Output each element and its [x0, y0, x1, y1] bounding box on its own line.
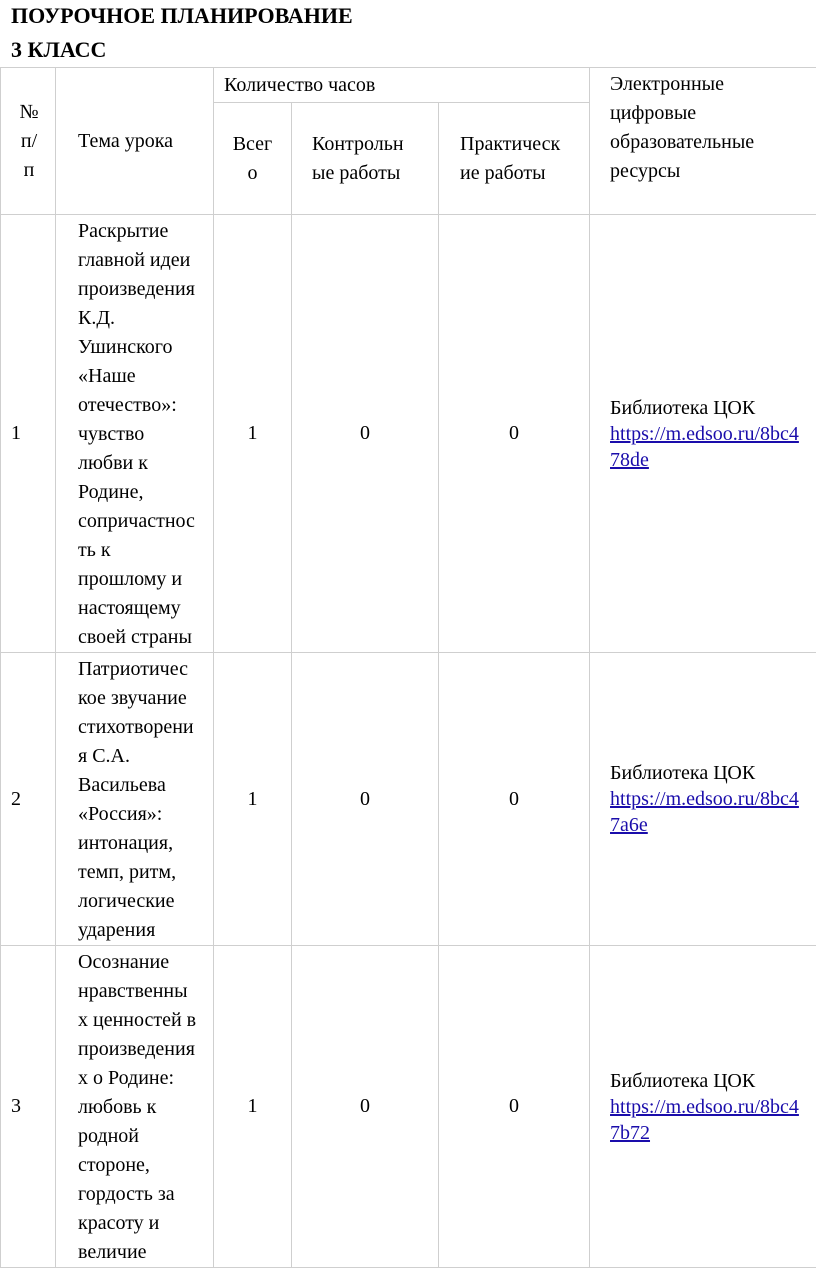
row-total-hours: 1 — [214, 946, 292, 1268]
page-title: ПОУРОЧНОЕ ПЛАНИРОВАНИЕ — [11, 5, 353, 27]
row-practical-works: 0 — [439, 215, 590, 653]
row-number: 1 — [1, 215, 56, 653]
header-hours: Количество часов — [214, 68, 590, 103]
row-number: 2 — [1, 653, 56, 946]
resource-label: Библиотека ЦОК — [610, 1068, 816, 1094]
row-number: 3 — [1, 946, 56, 1268]
resource-label: Библиотека ЦОК — [610, 760, 816, 786]
table-row — [1, 946, 816, 1268]
row-control-works: 0 — [292, 653, 439, 946]
header-number: № п/ п — [1, 68, 56, 215]
header-total: Всег о — [214, 103, 292, 215]
row-control-works: 0 — [292, 215, 439, 653]
page-subtitle: 3 КЛАСС — [11, 39, 106, 61]
resource-link[interactable]: https://m.edsoo.ru/8bc4 7b72 — [610, 1094, 816, 1146]
row-total-hours: 1 — [214, 653, 292, 946]
resource-label: Библиотека ЦОК — [610, 395, 816, 421]
row-topic: Раскрытие главной идеи произведения К.Д. Ушинского «Наше отечество»: чувство любви к Родине, сопричастнос ть к прошлому и настоящему своей страны — [56, 215, 214, 653]
row-total-hours: 1 — [214, 215, 292, 653]
header-topic: Тема урока — [56, 68, 214, 215]
resource-link[interactable]: https://m.edsoo.ru/8bc4 7a6e — [610, 786, 816, 838]
resource-link[interactable]: https://m.edsoo.ru/8bc4 78de — [610, 421, 816, 473]
table-row — [1, 215, 816, 653]
header-control-works: Контрольн ые работы — [292, 103, 439, 215]
header-resources: Электронные цифровые образовательные ресурсы — [590, 68, 816, 215]
row-resources — [590, 215, 816, 653]
lesson-plan-table — [0, 67, 816, 1268]
row-practical-works: 0 — [439, 653, 590, 946]
header-practical-works: Практическ ие работы — [439, 103, 590, 215]
row-control-works: 0 — [292, 946, 439, 1268]
row-resources — [590, 946, 816, 1268]
row-practical-works: 0 — [439, 946, 590, 1268]
row-resources — [590, 653, 816, 946]
row-topic: Патриотичес кое звучание стихотворени я С.А. Васильева «Россия»: интонация, темп, ритм, логические ударения — [56, 653, 214, 946]
row-topic: Осознание нравственны х ценностей в произведения х о Родине: любовь к родной стороне, гордость за красоту и величие — [56, 946, 214, 1268]
table-row — [1, 653, 816, 946]
